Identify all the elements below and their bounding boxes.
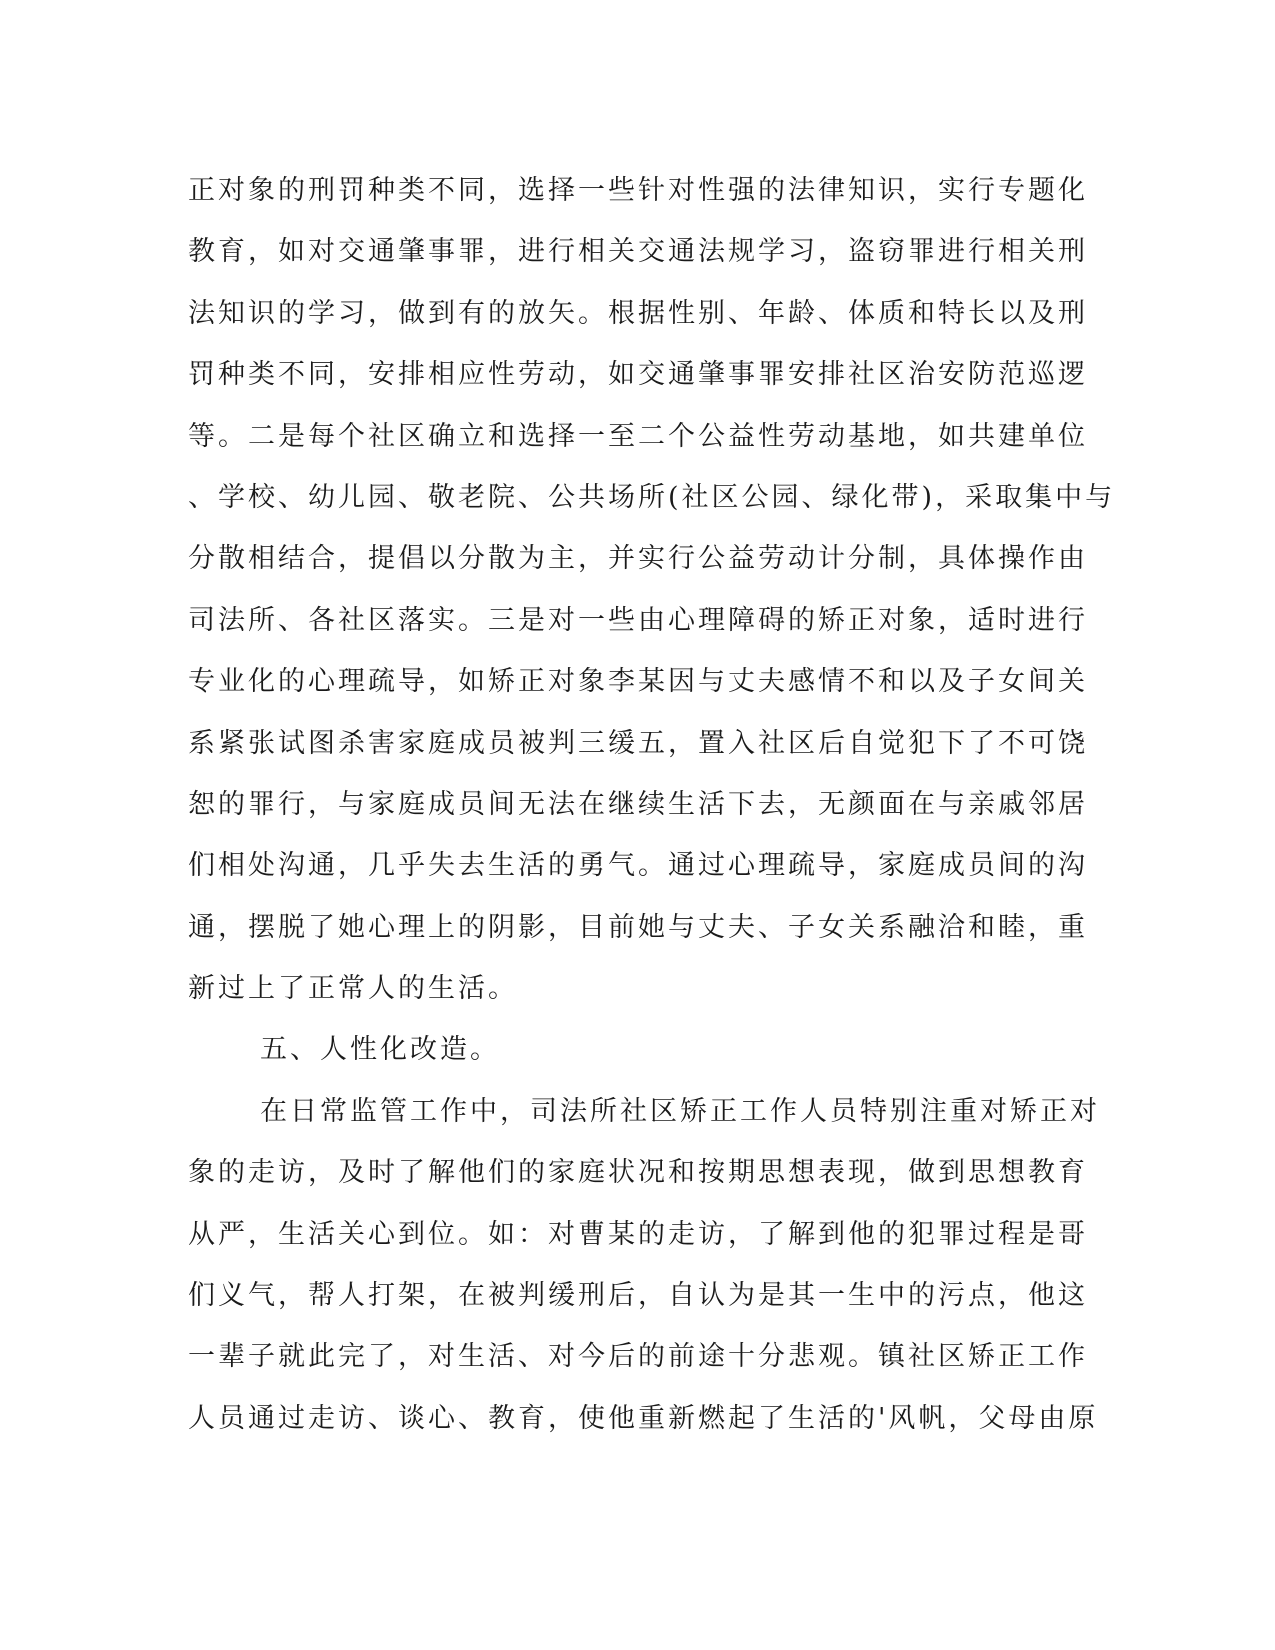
text-line: 们义气，帮人打架，在被判缓刑后，自认为是其一生中的污点，他这 — [188, 1280, 1088, 1312]
text-line: 一辈子就此完了，对生活、对今后的前途十分悲观。镇社区矫正工作 — [188, 1341, 1088, 1373]
paragraph-start-line: 在日常监管工作中，司法所社区矫正工作人员特别注重对矫正对 — [260, 1095, 1100, 1127]
text-line: 新过上了正常人的生活。 — [188, 973, 518, 1005]
text-line: 从严，生活关心到位。如：对曹某的走访，了解到他的犯罪过程是哥 — [188, 1218, 1088, 1250]
text-line: 罚种类不同，安排相应性劳动，如交通肇事罪安排社区治安防范巡逻 — [188, 359, 1088, 391]
text-line: 正对象的刑罚种类不同，选择一些针对性强的法律知识，实行专题化 — [188, 175, 1088, 206]
text-line: 法知识的学习，做到有的放矢。根据性别、年龄、体质和特长以及刑 — [188, 297, 1088, 329]
text-line: 等。二是每个社区确立和选择一至二个公益性劳动基地，如共建单位 — [188, 420, 1088, 452]
text-line: 恕的罪行，与家庭成员间无法在继续生活下去，无颜面在与亲戚邻居 — [188, 788, 1088, 820]
text-line: 分散相结合，提倡以分散为主，并实行公益劳动计分制，具体操作由 — [188, 543, 1088, 575]
text-line: 教育，如对交通肇事罪，进行相关交通法规学习，盗窃罪进行相关刑 — [188, 236, 1088, 268]
text-line: 系紧张试图杀害家庭成员被判三缓五，置入社区后自觉犯下了不可饶 — [188, 727, 1088, 759]
section-heading: 五、人性化改造。 — [260, 1034, 500, 1066]
body-text — [188, 160, 1116, 1449]
text-line: 、学校、幼儿园、敬老院、公共场所(社区公园、绿化带)，采取集中与 — [188, 481, 1116, 513]
text-line: 们相处沟通，几乎失去生活的勇气。通过心理疏导，家庭成员间的沟 — [188, 850, 1088, 882]
text-line: 通，摆脱了她心理上的阴影，目前她与丈夫、子女关系融洽和睦，重 — [188, 911, 1088, 943]
text-line: 司法所、各社区落实。三是对一些由心理障碍的矫正对象，适时进行 — [188, 604, 1088, 636]
text-line: 专业化的心理疏导，如矫正对象李某因与丈夫感情不和以及子女间关 — [188, 666, 1088, 698]
text-line: 人员通过走访、谈心、教育，使他重新燃起了生活的'风帆，父母由原 — [188, 1402, 1099, 1434]
text-line: 象的走访，及时了解他们的家庭状况和按期思想表现，做到思想教育 — [188, 1157, 1088, 1189]
